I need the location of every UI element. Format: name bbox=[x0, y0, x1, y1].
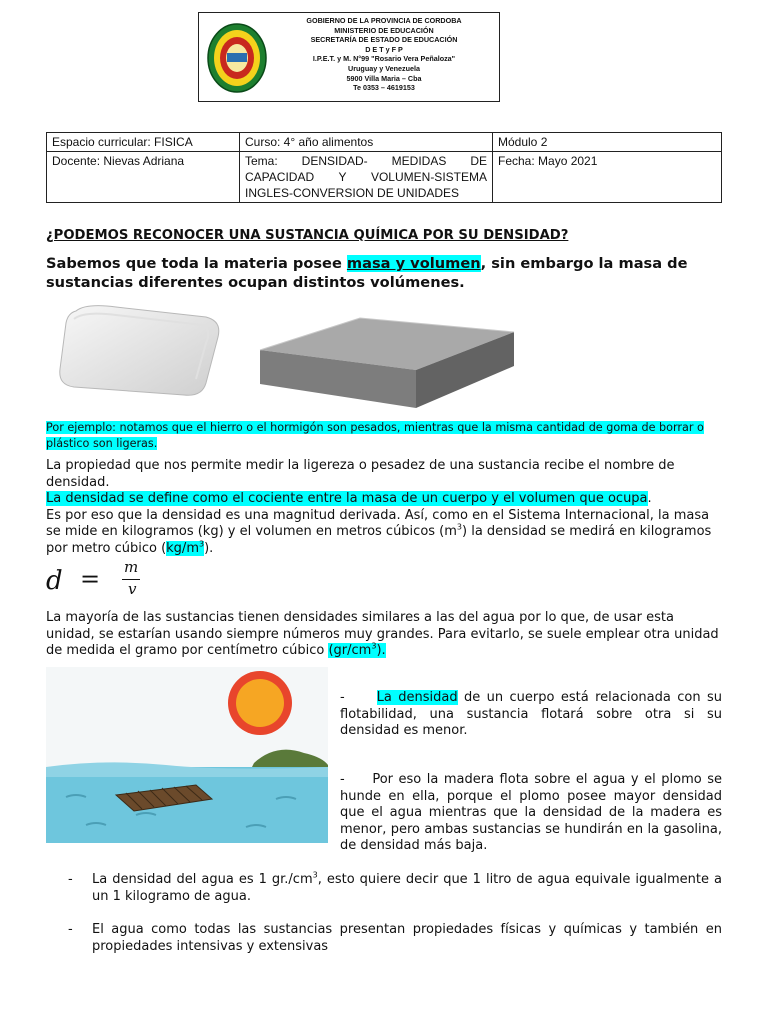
cell-tema: Tema: DENSIDAD- MEDIDAS DE CAPACIDAD Y VOLUMEN-SISTEMA INGLES-CONVERSION DE UNIDADES bbox=[240, 152, 493, 203]
formula-d: d bbox=[46, 566, 63, 596]
cell-modulo: Módulo 2 bbox=[493, 133, 722, 152]
list-item bbox=[68, 922, 722, 955]
definition-line bbox=[46, 491, 722, 508]
unit-highlight bbox=[166, 541, 204, 556]
units-text-a: Es por eso que la densidad es una magnitud derivada. Así, como en el Sistema Internacional, la masa se mide en kilogramos (kg) y el volumen en metros cúbicos (m bbox=[46, 507, 710, 539]
bullet-dash: - bbox=[340, 690, 345, 705]
table-row bbox=[47, 133, 722, 152]
water-density-text-a: La densidad del agua es 1 gr./cm bbox=[92, 872, 313, 887]
header-line: D E T y F P bbox=[365, 44, 403, 54]
units-line bbox=[46, 508, 722, 558]
table-row bbox=[47, 152, 722, 203]
intro-pre: Sabemos que toda la materia posee bbox=[46, 255, 347, 272]
list-item bbox=[340, 690, 722, 740]
formula-v: v bbox=[128, 580, 137, 598]
list-item bbox=[340, 772, 722, 855]
header-line: 5900 Villa Maria – Cba bbox=[346, 73, 422, 83]
header-line: SECRETARÍA DE ESTADO DE EDUCACIÓN bbox=[310, 35, 458, 45]
units-paragraph bbox=[46, 610, 722, 660]
units-text-b: ) la densidad se medirá en kilogramos por metro cúbico ( bbox=[46, 524, 712, 556]
water-properties-text: El agua como todas las sustancias presentan propiedades físicas y químicas y también en propiedades intensivas y extensivas bbox=[92, 922, 722, 954]
formula-equals: = bbox=[80, 565, 101, 593]
intro-line: La propiedad que nos permite medir la ligereza o pesadez de una sustancia recibe el nombre de densidad. bbox=[46, 458, 675, 490]
cell-fecha: Fecha: Mayo 2021 bbox=[493, 152, 722, 203]
density-paragraph bbox=[46, 458, 722, 557]
cell-docente: Docente: Nievas Adriana bbox=[47, 152, 240, 203]
intro-highlight: masa y volumen bbox=[346, 255, 481, 272]
bullet-dash: - bbox=[68, 922, 73, 937]
header-line: Uruguay y Venezuela bbox=[348, 63, 420, 73]
bullet-text: de un cuerpo está relacionada con su flotabilidad, una sustancia flotará sobre otra si su densidad es menor. bbox=[340, 690, 722, 738]
unit-superscript: 3 bbox=[198, 539, 205, 549]
superscript: 3 bbox=[456, 522, 463, 532]
gr-cm3-superscript: 3 bbox=[371, 641, 377, 651]
units-paragraph-text: La mayoría de las sustancias tienen densidades similares a las del agua por lo que, de usar esta unidad, se estarían usando siempre números muy grandes. Para evitarlo, se suele emplear otra unidad de medida el gramo por centímetro cúbico bbox=[46, 610, 719, 658]
concrete-slab-image bbox=[256, 310, 518, 410]
example-text bbox=[46, 420, 722, 451]
cell-curso: Curso: 4° año alimentos bbox=[240, 133, 493, 152]
water-density-superscript: 3 bbox=[312, 870, 318, 880]
example-highlight: Por ejemplo: notamos que el hierro o el hormigón son pesados, mientras que la misma cantidad de goma de borrar o plástico son ligeras. bbox=[46, 421, 704, 450]
density-formula bbox=[46, 558, 166, 602]
bullet-dash: - bbox=[340, 772, 345, 787]
formula-m: m bbox=[124, 558, 139, 576]
bullet-dash: - bbox=[68, 872, 73, 887]
gr-cm3-highlight bbox=[328, 643, 385, 658]
header-line: GOBIERNO DE LA PROVINCIA DE CORDOBA bbox=[306, 16, 462, 25]
eraser-image bbox=[56, 303, 224, 399]
header-line: I.P.E.T. y M. N°99 "Rosario Vera Peñaloza" bbox=[312, 54, 456, 64]
water-density-text-b: , esto quiere decir que 1 litro de agua equivale igualmente a un 1 kilogramo de agua. bbox=[92, 872, 722, 904]
school-logo bbox=[206, 22, 268, 94]
info-table bbox=[46, 132, 722, 203]
definition-highlight: La densidad se define como el cociente entre la masa de un cuerpo y el volumen que ocupa bbox=[46, 491, 648, 506]
unit-text: kg/m bbox=[166, 540, 199, 556]
units-text-c: ). bbox=[204, 540, 214, 556]
list-item bbox=[68, 872, 722, 905]
raft-on-sea-image bbox=[46, 667, 328, 843]
question-title: ¿PODEMOS RECONOCER UNA SUSTANCIA QUÍMICA POR SU DENSIDAD? bbox=[46, 228, 569, 243]
definition-end: . bbox=[647, 491, 652, 506]
header-line: MINISTERIO DE EDUCACIÓN bbox=[334, 25, 434, 35]
cell-espacio: Espacio curricular: FISICA bbox=[47, 133, 240, 152]
header-text bbox=[270, 16, 498, 93]
gr-cm3-text: (gr/cm bbox=[328, 643, 372, 658]
intro-post: , sin embargo la masa de sustancias diferentes ocupan distintos volúmenes. bbox=[46, 255, 688, 291]
header-line: Te 0353 – 4619153 bbox=[353, 83, 415, 93]
bullet-highlight: La densidad bbox=[376, 690, 458, 705]
gr-cm3-end: ). bbox=[376, 643, 386, 658]
intro-paragraph bbox=[46, 254, 726, 292]
bullet-text: Por eso la madera flota sobre el agua y el plomo se hunde en ella, porque el plomo posee mayor densidad que el agua mientras que la densidad de la madera es menor, pero ambas sustancias se hundirán en la gasolina, de densidad más baja. bbox=[340, 772, 722, 853]
water-bullets bbox=[68, 872, 722, 955]
